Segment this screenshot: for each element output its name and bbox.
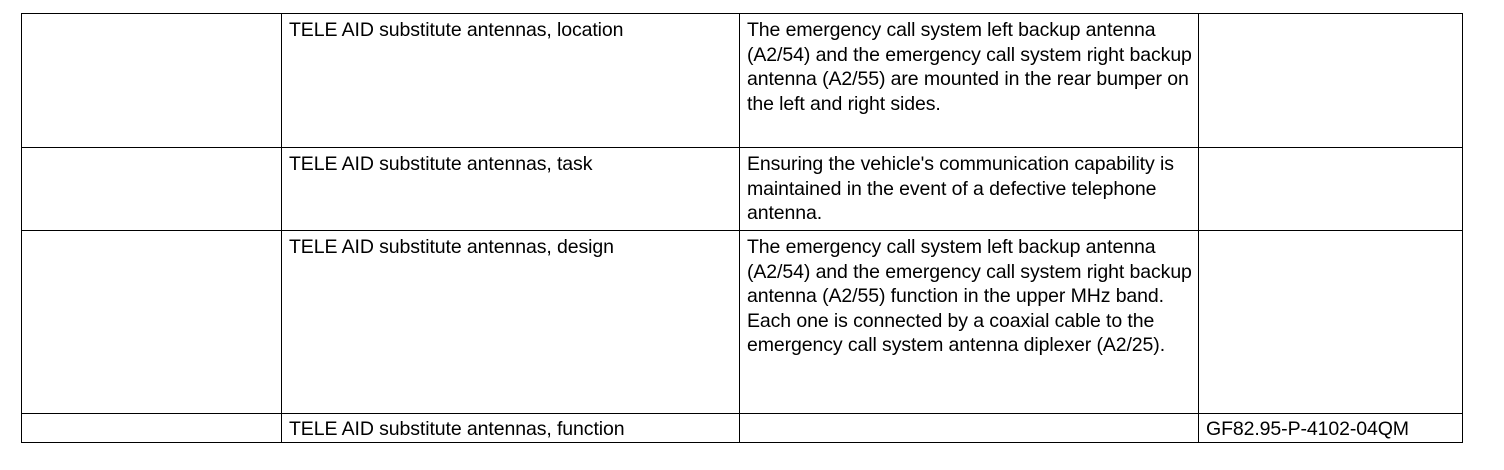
reference-cell bbox=[22, 231, 282, 414]
title-cell: TELE AID substitute antennas, design bbox=[282, 231, 740, 414]
table-row bbox=[22, 14, 1463, 148]
document-number-cell bbox=[1199, 148, 1463, 231]
description-cell: The emergency call system left backup antenna (A2/54) and the emergency call system right backup antenna (A2/55) are mounted in the rear bumper on the left and right sides. bbox=[740, 14, 1199, 148]
description-cell: Ensuring the vehicle's communication capability is maintained in the event of a defective telephone antenna. bbox=[740, 148, 1199, 231]
reference-cell bbox=[22, 414, 282, 443]
title-cell: TELE AID substitute antennas, task bbox=[282, 148, 740, 231]
table-row bbox=[22, 148, 1463, 231]
table-row bbox=[22, 231, 1463, 414]
reference-cell bbox=[22, 148, 282, 231]
title-cell: TELE AID substitute antennas, function bbox=[282, 414, 740, 443]
document-number-cell bbox=[1199, 231, 1463, 414]
description-cell bbox=[740, 414, 1199, 443]
table-row bbox=[22, 414, 1463, 443]
document-number-cell: GF82.95-P-4102-04QM bbox=[1199, 414, 1463, 443]
document-table bbox=[21, 13, 1463, 443]
document-number-cell bbox=[1199, 14, 1463, 148]
title-cell: TELE AID substitute antennas, location bbox=[282, 14, 740, 148]
reference-cell bbox=[22, 14, 282, 148]
description-cell: The emergency call system left backup antenna (A2/54) and the emergency call system right backup antenna (A2/55) function in the upper MHz band. Each one is connected by a coaxial cable to the emergency call system antenna diplexer (A2/25). bbox=[740, 231, 1199, 414]
